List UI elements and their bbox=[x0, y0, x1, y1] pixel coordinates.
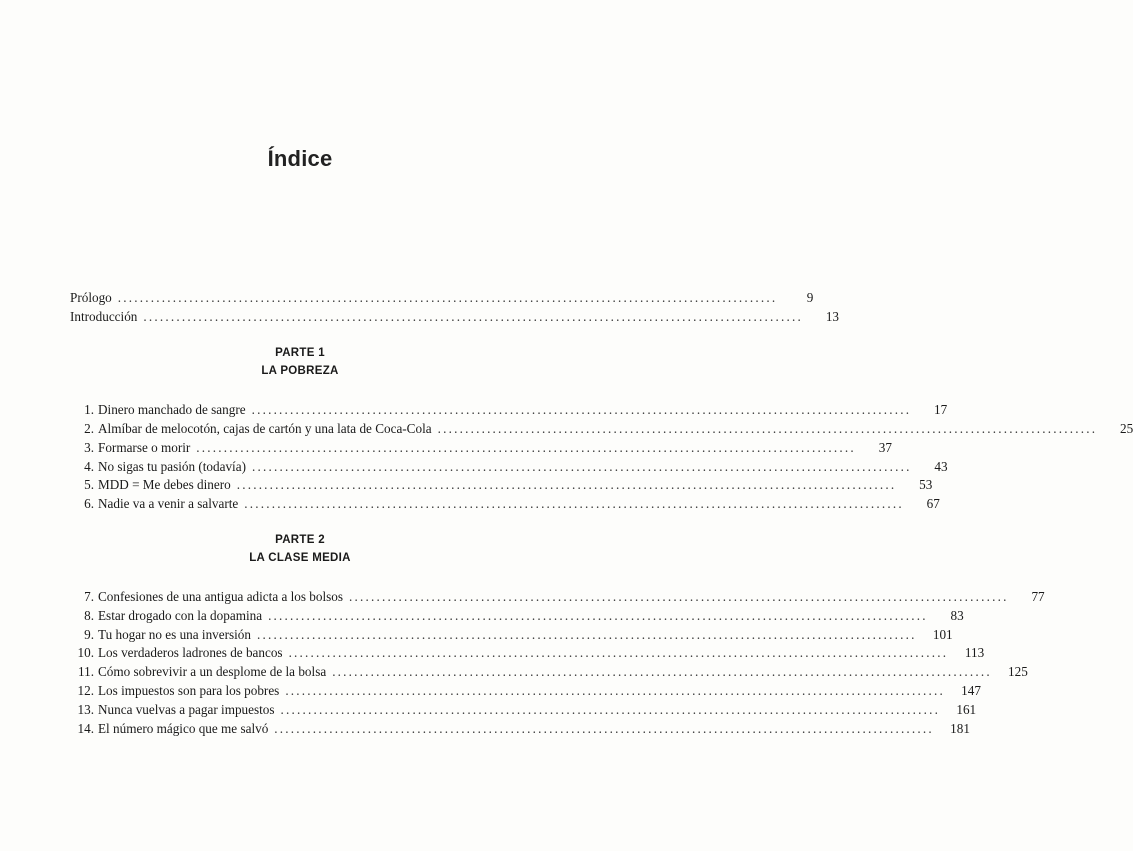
part-1-label: PARTE 1 bbox=[275, 347, 325, 359]
part-2-label: PARTE 2 bbox=[275, 534, 325, 546]
chapter-number: 11. bbox=[78, 664, 94, 679]
chapter-title: Los verdaderos ladrones de bancos bbox=[98, 645, 283, 660]
toc-chapter-6 bbox=[72, 496, 940, 512]
toc-page-number: 53 bbox=[919, 477, 933, 492]
toc-chapter-8 bbox=[72, 608, 964, 624]
toc-page-number: 147 bbox=[961, 683, 981, 698]
toc-page-number: 67 bbox=[926, 496, 940, 511]
chapter-number: 2. bbox=[84, 421, 94, 436]
leader-dots: ........................................................................................................................ bbox=[251, 459, 912, 474]
toc-chapter-10 bbox=[72, 645, 985, 661]
page-title: Índice bbox=[267, 146, 333, 171]
toc-page-number: 161 bbox=[956, 702, 977, 717]
toc-chapter-12 bbox=[72, 683, 981, 699]
toc-chapter-3 bbox=[72, 440, 892, 456]
leader-dots: ........................................................................................................................ bbox=[236, 477, 897, 492]
toc-page-number: 17 bbox=[934, 402, 948, 417]
toc-chapter-5 bbox=[72, 477, 933, 493]
chapter-title: No sigas tu pasión (todavía) bbox=[98, 459, 246, 474]
chapter-title: Confesiones de una antigua adicta a los bolsos bbox=[98, 589, 344, 604]
leader-dots: ........................................................................................................................ bbox=[257, 627, 917, 642]
toc-page-number: 13 bbox=[825, 309, 840, 324]
toc-entry-label: Prólogo bbox=[70, 290, 112, 305]
leader-dots: ........................................................................................................................ bbox=[143, 309, 804, 324]
chapter-number: 1. bbox=[84, 402, 94, 417]
chapter-number: 7. bbox=[84, 589, 94, 604]
chapter-title: Cómo sobrevivir a un desplome de la bolsa bbox=[98, 664, 327, 679]
chapter-title: MDD = Me debes dinero bbox=[98, 477, 231, 492]
chapter-number: 9. bbox=[84, 627, 94, 642]
leader-dots: ........................................................................................................................ bbox=[244, 496, 904, 511]
leader-dots: ........................................................................................................................ bbox=[251, 402, 912, 417]
chapter-number: 10. bbox=[77, 645, 94, 660]
toc-page-number: 181 bbox=[950, 721, 970, 736]
chapter-number: 6. bbox=[84, 496, 94, 511]
toc-chapter-13 bbox=[72, 702, 977, 718]
chapter-title: Tu hogar no es una inversión bbox=[98, 627, 251, 642]
toc-page-number: 9 bbox=[806, 290, 814, 305]
toc-page-number: 77 bbox=[1031, 589, 1045, 604]
toc-chapter-4 bbox=[72, 459, 948, 475]
toc-page-number: 37 bbox=[878, 440, 892, 455]
toc-chapter-9 bbox=[72, 627, 953, 643]
part-1-title: LA POBREZA bbox=[261, 365, 339, 377]
part-2-title: LA CLASE MEDIA bbox=[249, 552, 351, 564]
toc-page-number: 25 bbox=[1120, 421, 1133, 436]
toc-entry-introduccion bbox=[70, 309, 840, 325]
chapter-number: 5. bbox=[84, 477, 94, 492]
chapter-title: Los impuestos son para los pobres bbox=[98, 683, 280, 698]
toc-entry-label: Introducción bbox=[70, 309, 138, 324]
leader-dots: ........................................................................................................................ bbox=[288, 645, 949, 660]
toc-page-number: 83 bbox=[950, 608, 964, 623]
leader-dots: ........................................................................................................................ bbox=[349, 589, 1009, 604]
chapter-title: Nadie va a venir a salvarte bbox=[98, 496, 239, 511]
chapter-title: El número mágico que me salvó bbox=[98, 721, 269, 736]
chapter-title: Estar drogado con la dopamina bbox=[98, 608, 263, 623]
leader-dots: ........................................................................................................................ bbox=[332, 664, 992, 679]
chapter-number: 3. bbox=[84, 440, 94, 455]
toc-page-number: 101 bbox=[932, 627, 953, 642]
toc-entry-prologo bbox=[70, 290, 814, 306]
toc-chapter-11 bbox=[72, 664, 1028, 680]
chapter-number: 14. bbox=[77, 721, 94, 736]
toc-chapter-1 bbox=[72, 402, 948, 418]
toc-chapter-14 bbox=[72, 721, 970, 737]
chapter-number: 8. bbox=[84, 608, 94, 623]
leader-dots: ........................................................................................................................ bbox=[285, 683, 945, 698]
leader-dots: ........................................................................................................................ bbox=[117, 290, 778, 305]
chapter-title: Almíbar de melocotón, cajas de cartón y una lata de Coca-Cola bbox=[98, 421, 432, 436]
leader-dots: ........................................................................................................................ bbox=[196, 440, 856, 455]
chapter-number: 12. bbox=[77, 683, 94, 698]
leader-dots: ........................................................................................................................ bbox=[280, 702, 941, 717]
toc-chapter-7 bbox=[72, 589, 1045, 605]
toc-chapter-2 bbox=[72, 421, 1133, 437]
leader-dots: ........................................................................................................................ bbox=[437, 421, 1098, 436]
chapter-title: Formarse o morir bbox=[98, 440, 191, 455]
toc-page-number: 113 bbox=[964, 645, 985, 660]
toc-page-number: 43 bbox=[934, 459, 948, 474]
toc-page-number: 125 bbox=[1008, 664, 1028, 679]
chapter-number: 4. bbox=[84, 459, 94, 474]
leader-dots: ........................................................................................................................ bbox=[274, 721, 934, 736]
chapter-title: Dinero manchado de sangre bbox=[98, 402, 246, 417]
leader-dots: ........................................................................................................................ bbox=[268, 608, 928, 623]
chapter-number: 13. bbox=[77, 702, 94, 717]
chapter-title: Nunca vuelvas a pagar impuestos bbox=[98, 702, 275, 717]
